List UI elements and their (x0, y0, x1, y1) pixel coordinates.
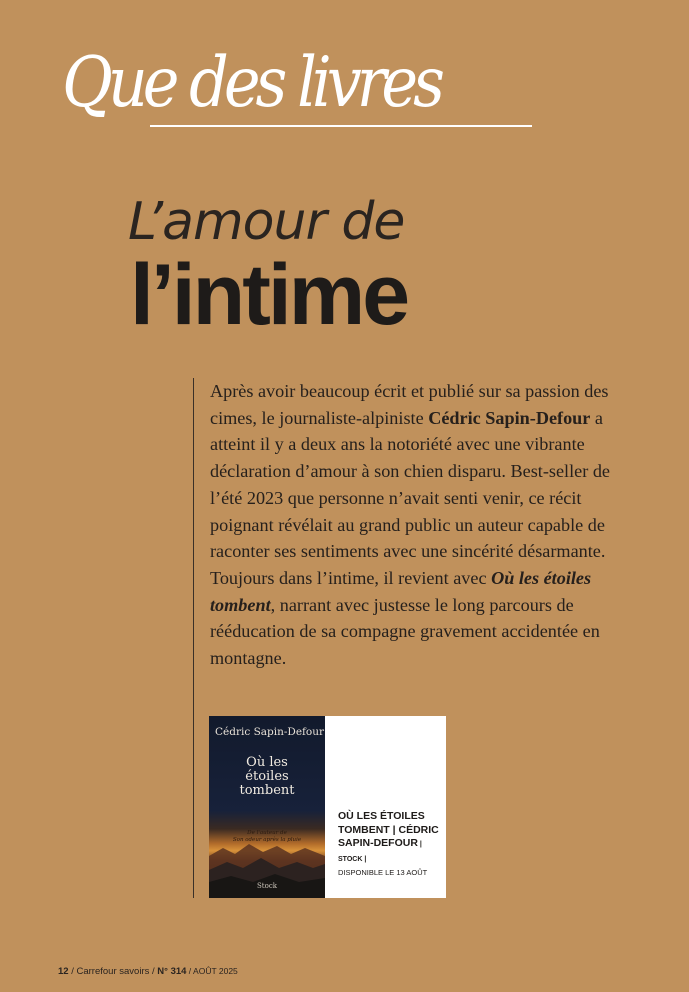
cover-title-line: étoiles (245, 769, 289, 784)
footer-date: / AOÛT 2025 (186, 966, 238, 976)
book-info-availability: DISPONIBLE LE 13 AOÛT (338, 868, 428, 877)
book-card (209, 716, 446, 898)
cover-publisher: Stock (257, 882, 277, 890)
cover-subtitle (209, 830, 325, 844)
cover-subtitle-line: Son odeur après la pluie (232, 837, 302, 843)
masthead-title: Que des livres (62, 41, 440, 124)
page-number: 12 (58, 966, 69, 977)
body-middle: a atteint il y a deux ans la notoriété avec une vibrante déclaration d’amour à son chien disparu. Best-seller de l’été 2023 que personne n’avait senti venir, ce récit poignant révélait au grand public un auteur capable de raconter ses sentiments avec une sincérité désarmante. Toujours dans l’intime, il revient avec (210, 407, 610, 588)
cover-subtitle-line: De l'auteur de (247, 830, 287, 836)
footer-magazine: / Carrefour savoirs / (68, 966, 158, 977)
body-author-name: Cédric Sapin-Defour (428, 407, 591, 428)
article-title-bold: l’intime (130, 247, 408, 343)
book-info-title (338, 810, 444, 866)
body-intro: Après avoir beaucoup écrit et publié sur sa passion des cimes, le journaliste-alpiniste (210, 381, 609, 428)
book-info-publisher: STOCK (338, 855, 363, 863)
book-info (338, 810, 444, 879)
separator: | (362, 855, 367, 863)
article-title-light: L’amour de (128, 192, 405, 252)
side-rule (193, 378, 194, 898)
body-end: , narrant avec justesse le long parcours de rééducation de sa compagne gravement accidentée en montagne. (210, 594, 600, 669)
book-info-author: CÉDRIC SAPIN-DEFOUR (338, 823, 439, 849)
page-footer (58, 966, 238, 977)
book-info-name: OÙ LES ÉTOILES TOMBENT (338, 810, 425, 836)
cover-title (209, 756, 325, 798)
cover-title-line: Où les (246, 755, 288, 770)
separator: | (389, 823, 399, 836)
cover-title-line: tombent (239, 783, 295, 798)
article-body (210, 378, 630, 672)
book-cover (209, 716, 325, 898)
separator: | (417, 841, 422, 848)
body-book-title: Où les étoiles tombent (210, 567, 592, 615)
cover-author: Cédric Sapin-Defour (215, 726, 325, 738)
masthead-rule (150, 125, 532, 127)
footer-issue: N° 314 (157, 966, 187, 977)
